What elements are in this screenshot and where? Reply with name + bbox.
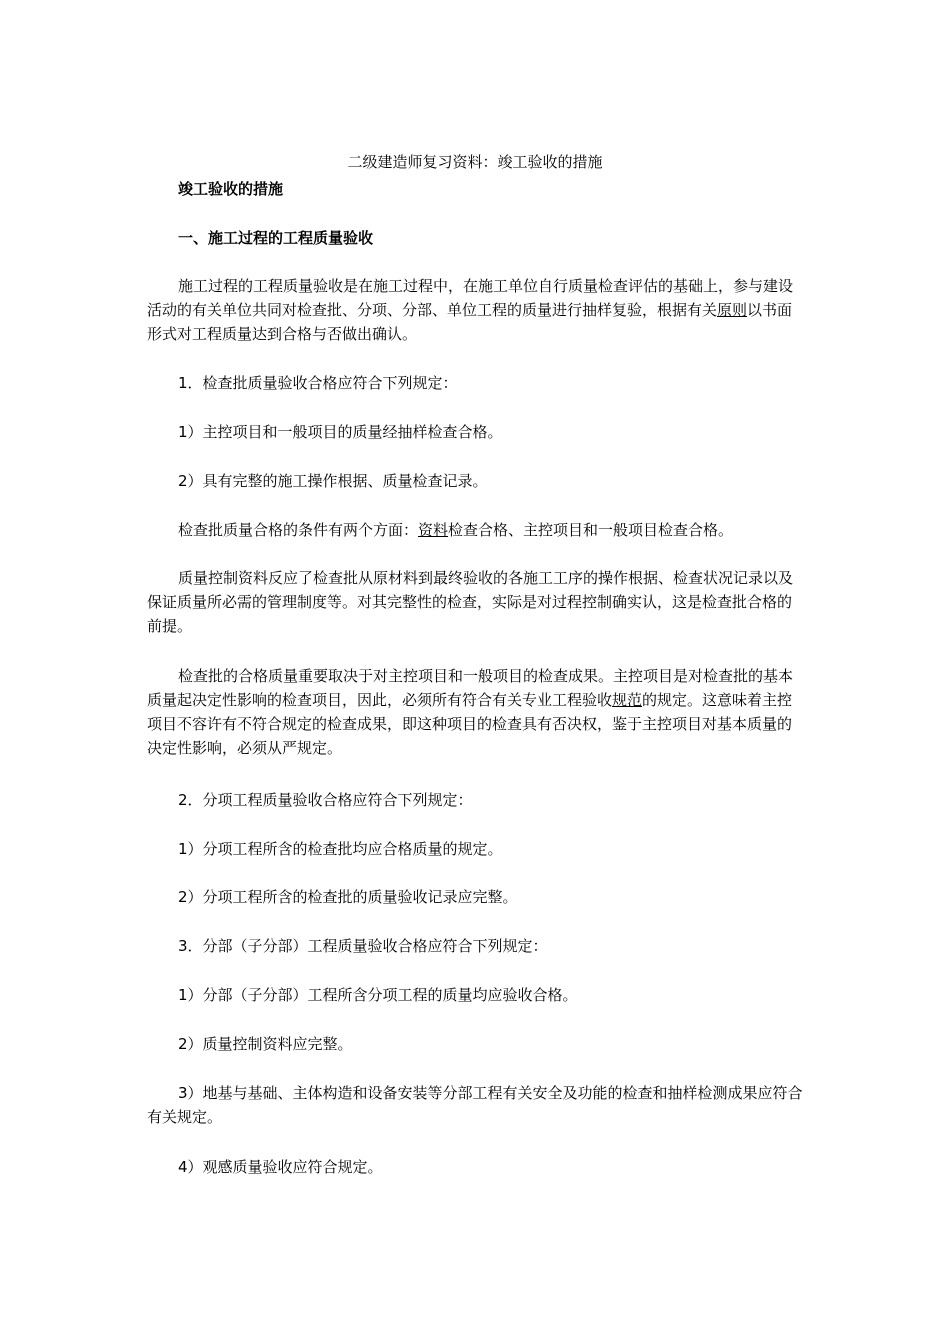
section-heading-1: 一、施工过程的工程质量验收: [178, 229, 374, 247]
paragraph-4-text-a: 检查批的合格质量重要取决于对主控项目和一般项目的检查成果。主控项目是对检查批的基本质量起决定性影响的检查项目，因此，必须所有符合有关专业工程验收: [147, 667, 794, 709]
list-item-3-1: 1）分部（子分部）工程所含分项工程的质量均应验收合格。: [178, 986, 578, 1004]
list-item-1: 1．检查批质量验收合格应符合下列规定：: [178, 374, 458, 392]
paragraph-1-text-b: 以书面形式对工程质量达到合格与否做出确认。: [147, 301, 793, 343]
list-item-3: 3．分部（子分部）工程质量验收合格应符合下列规定：: [178, 937, 548, 955]
paragraph-2-text-a: 检查批质量合格的条件有两个方面：: [178, 521, 419, 539]
link-ziliao[interactable]: 资料: [418, 521, 449, 539]
paragraph-1-text-a: 施工过程的工程质量验收是在施工过程中，在施工单位自行质量检查评估的基础上，参与建设活动的有关单位共同对检查批、分项、分部、单位工程的质量进行抽样复验，根据有关: [147, 277, 794, 319]
list-item-3-2: 2）质量控制资料应完整。: [178, 1035, 353, 1053]
paragraph-4: [147, 664, 803, 760]
list-item-1-2: 2）具有完整的施工操作根据、质量检查记录。: [178, 472, 488, 490]
paragraph-2-text-b: 检查合格、主控项目和一般项目检查合格。: [448, 521, 734, 539]
list-item-2: 2．分项工程质量验收合格应符合下列规定：: [178, 791, 473, 809]
paragraph-4-text-b: 的规定。这意味着主控项目不容许有不符合规定的检查成果，即这种项目的检查具有否决权，鉴于主控项目对基本质量的决定性影响，必须从严规定。: [147, 691, 793, 757]
link-yuanze[interactable]: 原则: [717, 301, 748, 319]
link-guifan[interactable]: 规范: [612, 691, 643, 709]
list-item-2-1: 1）分项工程所含的检查批均应合格质量的规定。: [178, 840, 503, 858]
paragraph-2: [147, 518, 803, 542]
main-heading: 竣工验收的措施: [178, 180, 284, 198]
paragraph-3: 质量控制资料反应了检查批从原材料到最终验收的各施工工序的操作根据、检查状况记录以及保证质量所必需的管理制度等。对其完整性的检查，实际是对过程控制确实认，这是检查批合格的前提。: [147, 569, 794, 635]
list-item-1-1: 1）主控项目和一般项目的质量经抽样检查合格。: [178, 423, 503, 441]
list-item-3-4: 4）观感质量验收应符合规定。: [178, 1158, 383, 1176]
list-item-2-2: 2）分项工程所含的检查批的质量验收记录应完整。: [178, 888, 518, 906]
list-item-3-3: 3）地基与基础、主体构造和设备安装等分部工程有关安全及功能的检查和抽样检测成果应符合有关规定。: [147, 1084, 803, 1126]
document-title: 二级建造师复习资料：竣工验收的措施: [347, 153, 603, 171]
paragraph-1: [147, 274, 803, 346]
